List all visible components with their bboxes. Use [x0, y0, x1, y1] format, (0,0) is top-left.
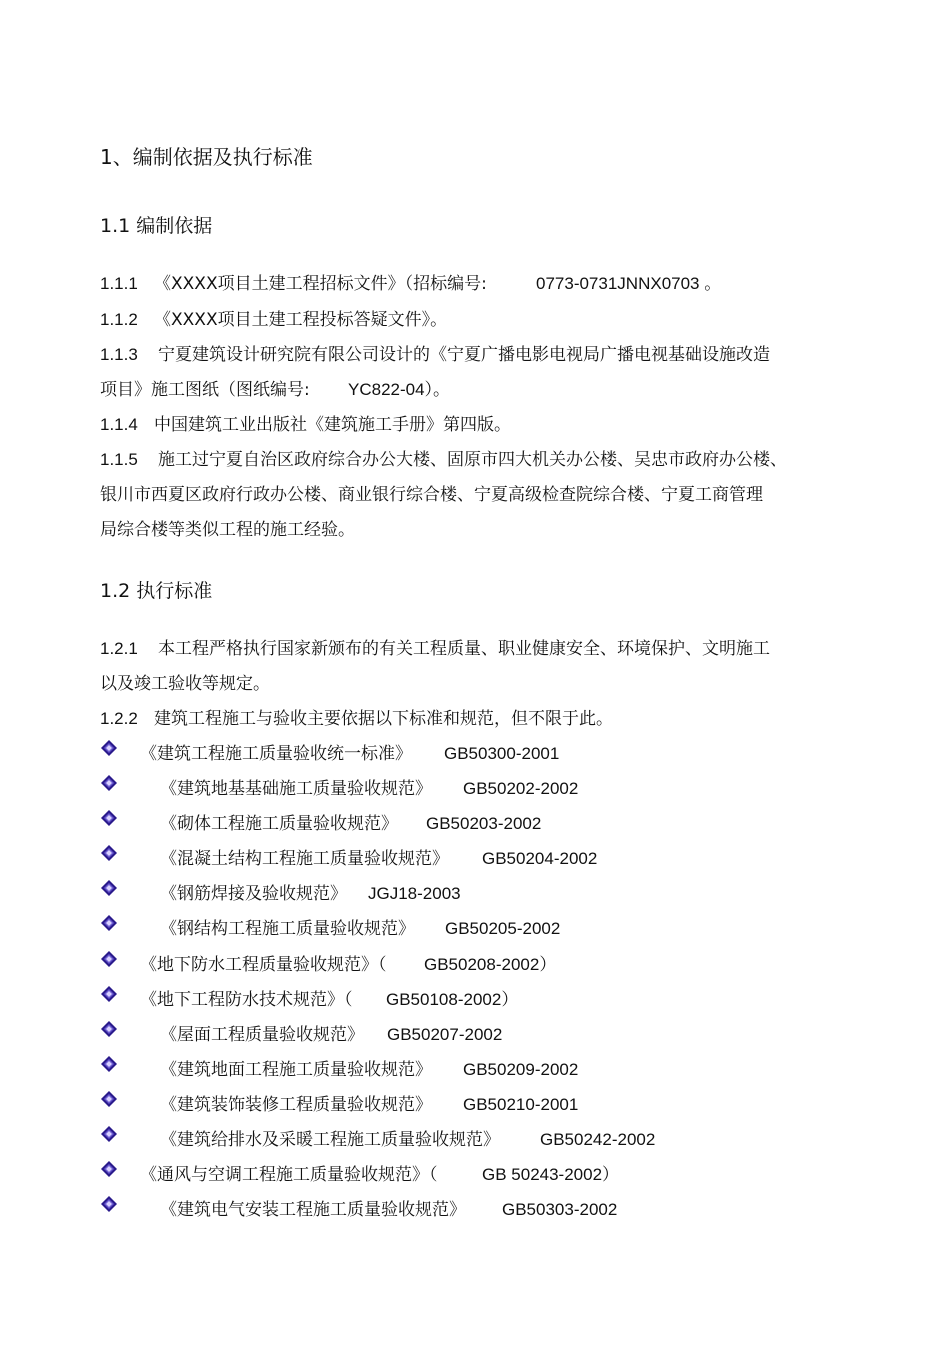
- standard-code: JGJ18-2003: [368, 884, 461, 903]
- diamond-bullet-icon: [100, 1055, 118, 1073]
- item-number: 1.1.1: [100, 274, 138, 293]
- standard-name: 《砌体工程施工质量验收规范》: [160, 814, 398, 834]
- standard-name: 《建筑地基基础施工质量验收规范》: [160, 779, 432, 799]
- standard-name: 《混凝土结构工程施工质量验收规范》: [160, 849, 449, 869]
- item-number: 1.2.1: [100, 639, 138, 658]
- diamond-bullet-icon: [100, 914, 118, 932]
- diamond-bullet-icon: [100, 1160, 118, 1178]
- item-text-line3: 局综合楼等类似工程的施工经验。: [100, 520, 355, 540]
- item-number: 1.1.2: [100, 310, 138, 329]
- diamond-bullet-icon: [100, 1020, 118, 1038]
- diamond-bullet-icon: [100, 739, 118, 757]
- item-number: 1.2.2: [100, 709, 138, 728]
- standard-code: GB50207-2002: [387, 1025, 503, 1044]
- item-text: 《XXXX项目土建工程招标文件》（招标编号:: [154, 274, 487, 294]
- item-text: 宁夏建筑设计研究院有限公司设计的《宁夏广播电影电视局广播电视基础设施改造: [158, 345, 770, 365]
- diamond-bullet-icon: [100, 985, 118, 1003]
- item-number: 1.1.5: [100, 450, 138, 469]
- item-code: YC822-04）。: [348, 380, 451, 399]
- item-number: 1.1.3: [100, 345, 138, 364]
- standard-name: 《钢结构工程施工质量验收规范》: [160, 919, 415, 939]
- standard-code: GB50303-2002: [502, 1200, 618, 1219]
- item-text-line2: 银川市西夏区政府行政办公楼、商业银行综合楼、宁夏高级检查院综合楼、宁夏工商管理: [100, 485, 763, 505]
- heading-main: 1、编制依据及执行标准: [100, 145, 313, 169]
- item-text: 施工过宁夏自治区政府综合办公大楼、固原市四大机关办公楼、吴忠市政府办公楼、: [158, 450, 787, 470]
- diamond-bullet-icon: [100, 950, 118, 968]
- standard-name: 《通风与空调工程施工质量验收规范》（: [140, 1165, 438, 1185]
- standard-code: GB50300-2001: [444, 744, 560, 763]
- item-code: 0773-0731JNNX0703 。: [536, 274, 722, 293]
- standard-code: GB50203-2002: [426, 814, 542, 833]
- standard-name: 《屋面工程质量验收规范》: [160, 1025, 364, 1045]
- section-1-1-title: 1.1 编制依据: [100, 215, 213, 237]
- diamond-bullet-icon: [100, 1125, 118, 1143]
- standard-code: GB50205-2002: [445, 919, 561, 938]
- standard-code: GB50210-2001: [463, 1095, 579, 1114]
- diamond-bullet-icon: [100, 844, 118, 862]
- standard-code: GB 50243-2002）: [482, 1165, 620, 1184]
- item-text: 中国建筑工业出版社《建筑施工手册》第四版。: [154, 415, 511, 435]
- standard-code: GB50108-2002）: [386, 990, 519, 1009]
- standard-name: 《建筑地面工程施工质量验收规范》: [160, 1060, 432, 1080]
- standard-name: 《建筑电气安装工程施工质量验收规范》: [160, 1200, 466, 1220]
- item-text: 建筑工程施工与验收主要依据以下标准和规范，但不限于此。: [154, 709, 613, 729]
- diamond-bullet-icon: [100, 774, 118, 792]
- standard-name: 《钢筋焊接及验收规范》: [160, 884, 347, 904]
- standard-code: GB50209-2002: [463, 1060, 579, 1079]
- item-text: 本工程严格执行国家新颁布的有关工程质量、职业健康安全、环境保护、文明施工: [158, 639, 770, 659]
- standard-code: GB50208-2002）: [424, 955, 557, 974]
- diamond-bullet-icon: [100, 809, 118, 827]
- item-text-line2: 以及竣工验收等规定。: [100, 674, 270, 694]
- standard-code: GB50242-2002: [540, 1130, 656, 1149]
- section-1-2-title: 1.2 执行标准: [100, 580, 213, 602]
- standard-name: 《建筑装饰装修工程质量验收规范》: [160, 1095, 432, 1115]
- item-text-line2: 项目》施工图纸（图纸编号:: [100, 380, 310, 400]
- standard-code: GB50202-2002: [463, 779, 579, 798]
- diamond-bullet-icon: [100, 1090, 118, 1108]
- item-text: 《XXXX项目土建工程投标答疑文件》。: [154, 310, 448, 330]
- standard-name: 《地下工程防水技术规范》（: [140, 990, 353, 1010]
- item-number: 1.1.4: [100, 415, 138, 434]
- standard-name: 《建筑工程施工质量验收统一标准》: [140, 744, 412, 764]
- standard-name: 《建筑给排水及采暖工程施工质量验收规范》: [160, 1130, 500, 1150]
- standard-code: GB50204-2002: [482, 849, 598, 868]
- diamond-bullet-icon: [100, 879, 118, 897]
- standard-name: 《地下防水工程质量验收规范》（: [140, 955, 387, 975]
- diamond-bullet-icon: [100, 1195, 118, 1213]
